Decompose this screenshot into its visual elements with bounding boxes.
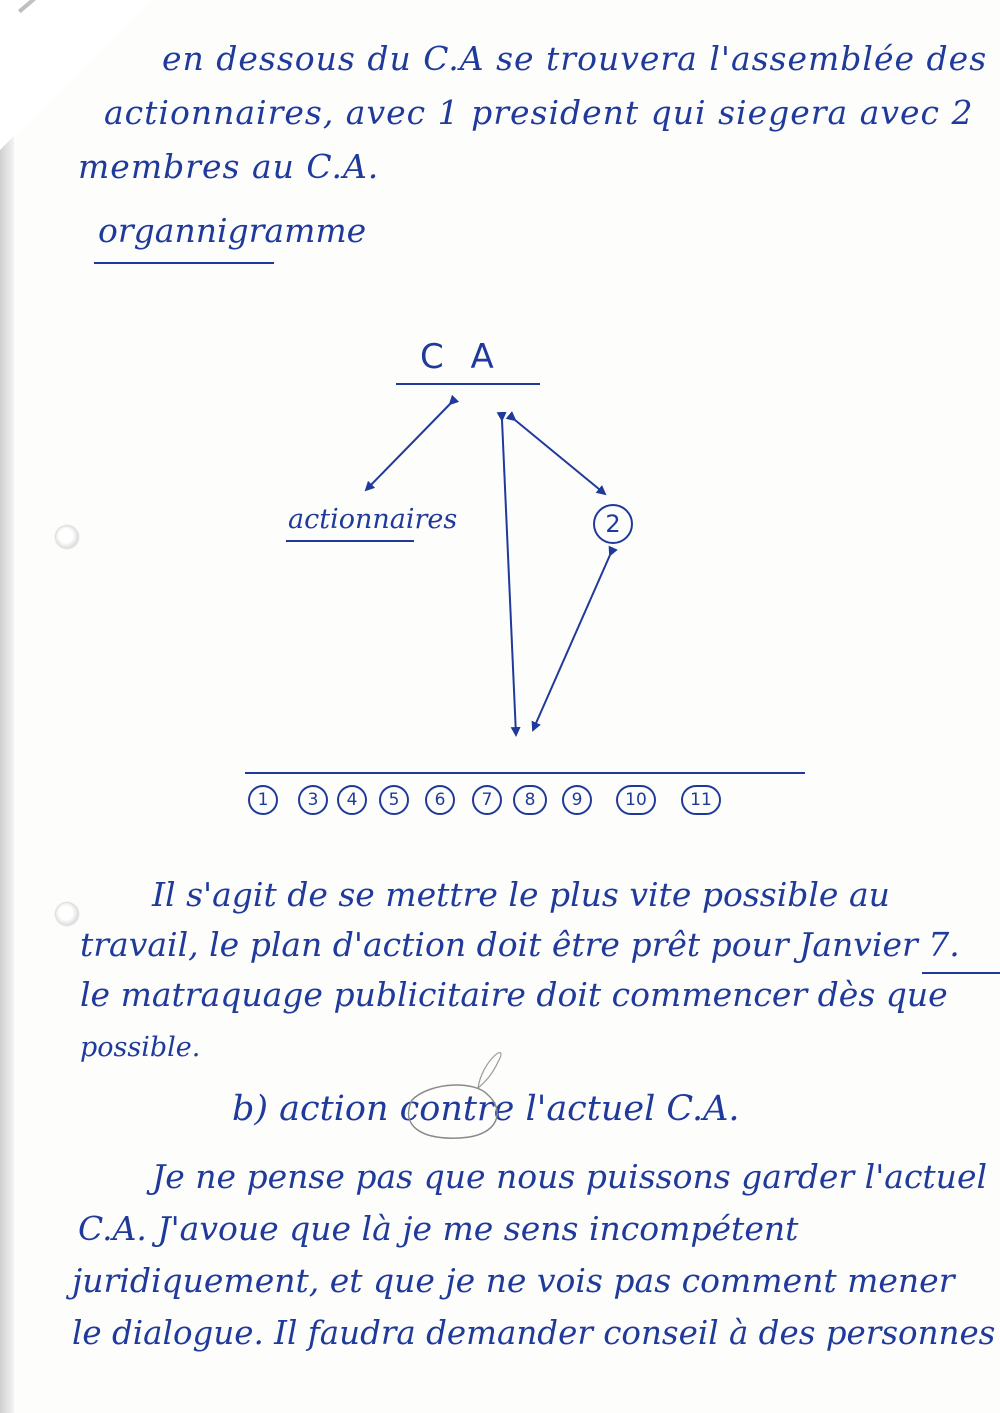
text-line-2: actionnaires, avec 1 president qui siegera avec 2 [104,93,974,132]
paragraph-2-line-1: Je ne pense pas que nous puissons garder l'actuel [152,1157,988,1196]
org-chart-left-label: actionnaires [288,504,458,535]
paragraph-1-line-2-text: travail, le plan d'action doit être prêt pour [80,925,800,964]
paragraph-1-line-1: Il s'agit de se mettre le plus vite possible au [152,875,890,914]
paragraph-1-deadline: Janvier 7. [799,925,960,964]
bottom-node: 1 [248,785,278,815]
paragraph-1-line-3: le matraquage publicitaire doit commencer dès que [80,975,948,1014]
bottom-node: 4 [337,785,367,815]
org-chart-top-label: C A [420,337,502,377]
section-b-heading: b) action contre l'actuel C.A. [232,1089,740,1129]
text-line-3: membres au C.A. [78,147,380,186]
text-line-1: en dessous du C.A se trouvera l'assemblée des [162,39,988,78]
org-chart-title: organnigramme [98,211,367,250]
bottom-node: 3 [298,785,328,815]
bottom-node: 10 [616,785,656,815]
paragraph-1-line-4: possible. [80,1032,201,1063]
paragraph-2-line-2: C.A. J'avoue que là je me sens incompétent [78,1209,799,1248]
bottom-node: 5 [379,785,409,815]
bottom-node: 8 [513,785,547,815]
bottom-node: 11 [681,785,721,815]
bottom-node: 9 [562,785,592,815]
bottom-node: 6 [425,785,455,815]
paragraph-2-line-3: juridiquement, et que je ne vois pas comment mener [72,1261,955,1300]
bottom-node: 7 [472,785,502,815]
paragraph-2-line-4: le dialogue. Il faudra demander conseil à des personnes [72,1313,996,1352]
org-chart-node-2: 2 [593,504,633,544]
